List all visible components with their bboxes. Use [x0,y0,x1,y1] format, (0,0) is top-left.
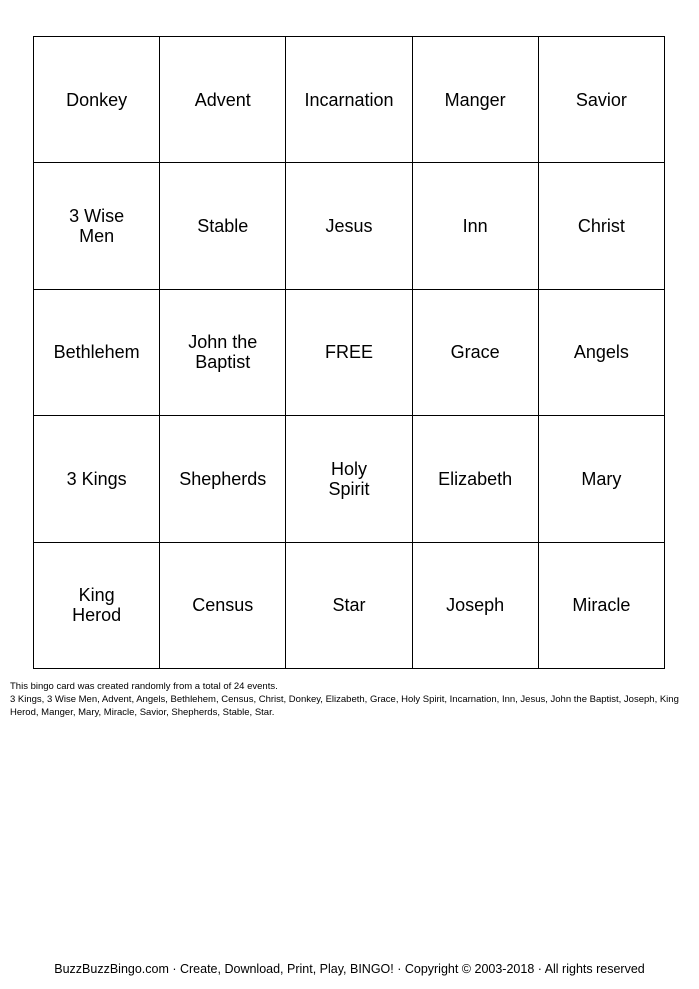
bingo-cell-text: Holy Spirit [328,458,370,499]
bingo-row [34,163,665,289]
bingo-cell [160,542,286,668]
bingo-row [34,37,665,163]
bingo-cell-text: Census [192,595,254,616]
bingo-cell-text: Jesus [325,216,373,237]
bingo-cell-text: Miracle [572,595,631,616]
bingo-cell [160,289,286,415]
bingo-cell-text: Manger [444,89,506,110]
bingo-cell [286,542,412,668]
bingo-cell-text: Inn [462,216,488,237]
bingo-cell [412,163,538,289]
bingo-row [34,289,665,415]
bingo-cell-text: Savior [575,89,627,110]
bingo-card-grid [33,36,665,669]
page-footer: BuzzBuzzBingo.com · Create, Download, Print, Play, BINGO! · Copyright © 2003-2018 · All rights reserved [54,962,645,976]
bingo-cell-text: Elizabeth [438,468,513,489]
note-word-list: 3 Kings, 3 Wise Men, Advent, Angels, Bethlehem, Census, Christ, Donkey, Elizabeth, Grace, Holy Spirit, Incarnation, Inn, Jesus, John the Baptist, Joseph, King Herod, Manger, Mary, Miracle, Savior, Shepherds, Stable, Star. [10,694,679,718]
bingo-cell-text: Advent [194,89,251,110]
bingo-cell [538,289,664,415]
bingo-cell [160,37,286,163]
bingo-cell-text: King Herod [72,585,122,626]
bingo-cell-text: John the Baptist [188,332,258,373]
card-generation-note [10,680,682,719]
bingo-row [34,542,665,668]
bingo-cell [538,163,664,289]
bingo-cell [34,416,160,542]
bingo-cell [286,37,412,163]
bingo-cell [286,163,412,289]
bingo-cell-text: Shepherds [179,468,267,489]
bingo-cell-text: 3 Wise Men [69,206,125,247]
bingo-cell [538,37,664,163]
bingo-cell-text: Grace [450,342,500,363]
bingo-cell [34,289,160,415]
bingo-cell-text: Angels [573,342,629,363]
bingo-cell [34,542,160,668]
bingo-row [34,416,665,542]
bingo-cell-text: Joseph [446,595,505,616]
bingo-cell [412,542,538,668]
bingo-cell [412,416,538,542]
bingo-cell [412,37,538,163]
bingo-cell [412,289,538,415]
bingo-cell [160,163,286,289]
bingo-cell-text: Donkey [66,89,128,110]
bingo-cell-text: 3 Kings [66,468,127,489]
bingo-cell-text: Bethlehem [53,342,140,363]
bingo-cell-text: Mary [581,468,622,489]
bingo-cell-text: FREE [324,342,373,363]
bingo-cell [286,416,412,542]
note-summary: This bingo card was created randomly from a total of 24 events. [10,681,278,692]
bingo-cell [538,416,664,542]
bingo-cell-text: Star [332,595,366,616]
bingo-cell [34,37,160,163]
bingo-cell-free [286,289,412,415]
bingo-cell [34,163,160,289]
bingo-cell [160,416,286,542]
bingo-cell-text: Stable [197,216,249,237]
bingo-cell [538,542,664,668]
bingo-cell-text: Christ [577,216,625,237]
bingo-cell-text: Incarnation [304,89,394,110]
